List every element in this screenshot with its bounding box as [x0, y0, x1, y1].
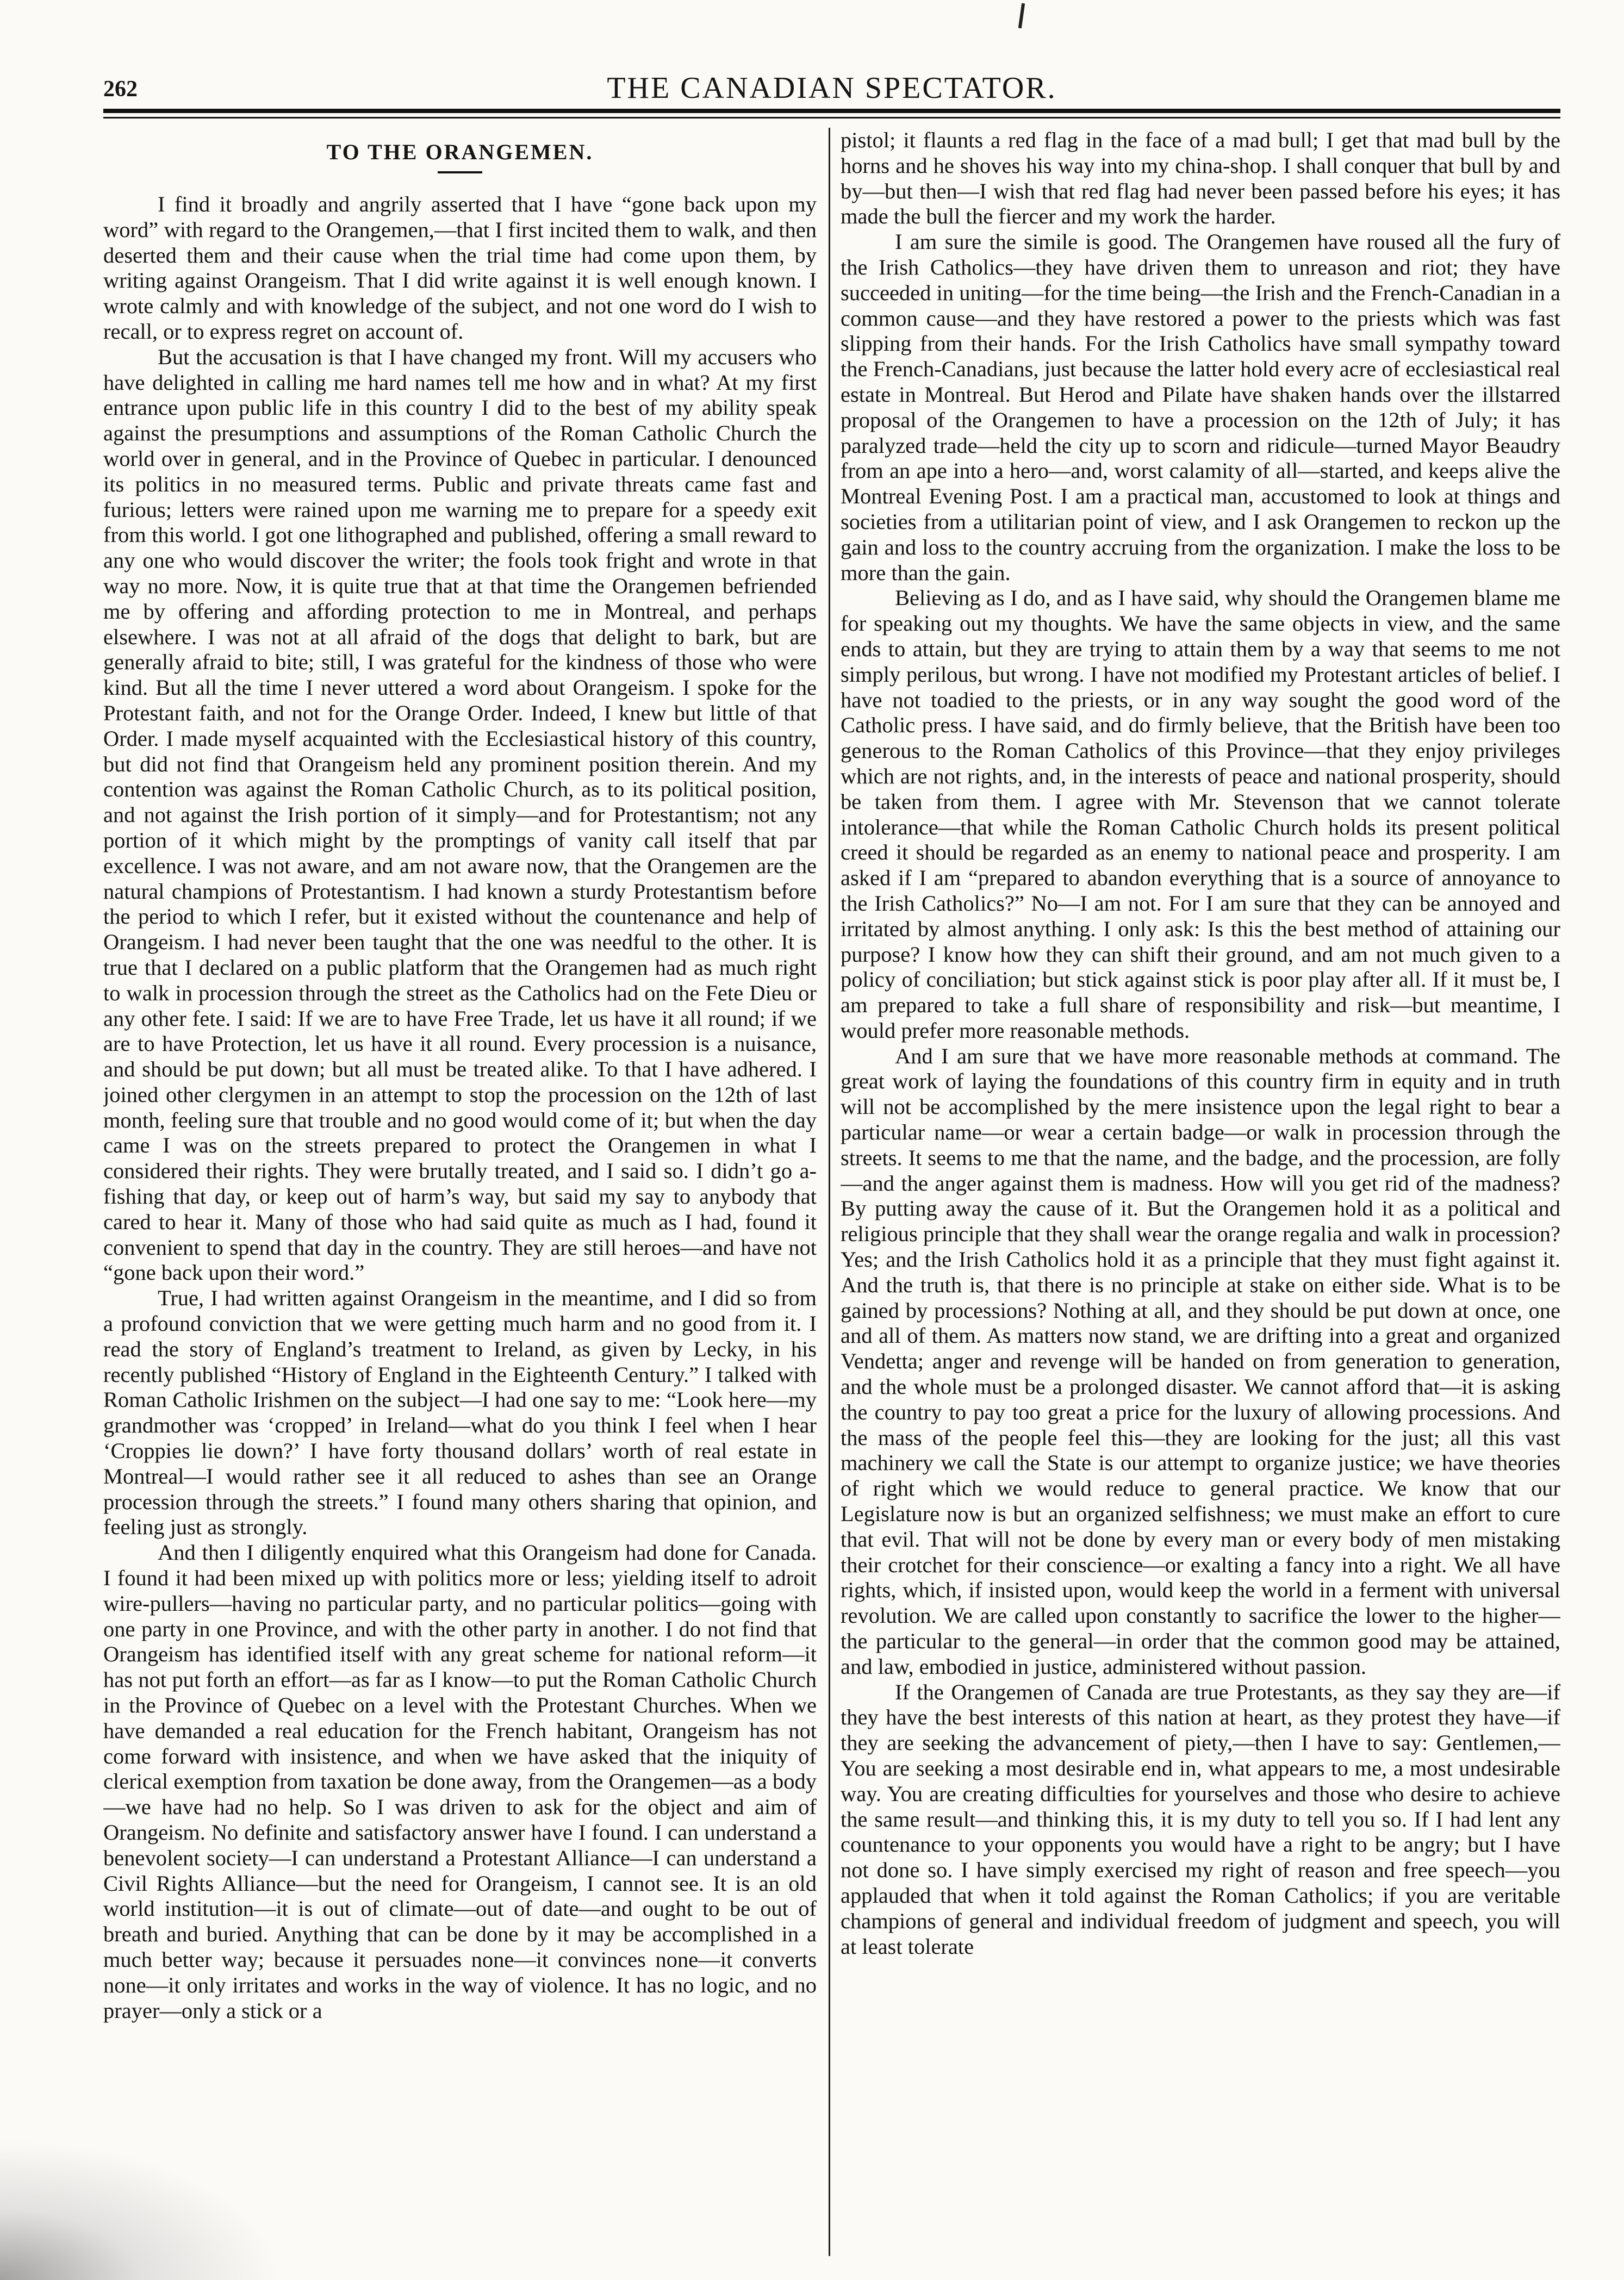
paragraph-continued: pistol; it flaunts a red flag in the face of a mad bull; I get that mad bull by the horns and he shoves his way into my china-shop. I shall conquer that bull by and by—but then—I wish that red flag had never been passed before his eyes; it has made the bull the fiercer and my work the harder. — [841, 128, 1560, 229]
page-number: 262 — [103, 77, 138, 102]
header-rule-thick — [103, 109, 1560, 113]
paragraph: Believing as I do, and as I have said, why should the Orangemen blame me for speaking out my thoughts. We have the same objects in view, and the same ends to attain, but they are trying to attain them by a way that seems to me not simply perilous, but wrong. I have not modified my Protestant articles of belief. I have not toadied to the priests, or in any way sought the good word of the Catholic press. I have said, and do firmly believe, that the British have been too generous to the Roman Catholics of this Province—that they enjoy privileges which are not rights, and, in the interests of peace and national prosperity, should be taken from them. I agree with Mr. Stevenson that we cannot tolerate intolerance—that while the Roman Catholic Church holds its present political creed it should be regarded as an enemy to national peace and prosperity. I am asked if I am “prepared to abandon everything that is a source of annoyance to the Irish Catholics?” No—I am not. For I am sure that they can be annoyed and irritated by almost anything. I only ask: Is this the best method of attaining our purpose? I know how they can shift their ground, and am not much given to a policy of conciliation; but stick against stick is poor play after all. If it must be, I am prepared to take a full share of responsibility and risk—but meantime, I would prefer more reasonable methods. — [841, 585, 1560, 1043]
paragraph: But the accusation is that I have changed my front. Will my accusers who have delighted in calling me hard names tell me how and in what? At my first entrance upon public life in this country I did to the best of my ability speak against the presumptions and assumptions of the Roman Catholic Church the world over in general, and in the Province of Quebec in particular. I denounced its politics in no measured terms. Public and private threats came fast and furious; letters were rained upon me warning me to prepare for a speedy exit from this world. I got one lithographed and published, offering a small reward to any one who would discover the writer; the fools took fright and wrote in that way no more. Now, it is quite true that at that time the Orangemen befriended me by offering and affording protection to me in Montreal, and perhaps elsewhere. I was not at all afraid of the dogs that delight to bark, but are generally afraid to bite; still, I was grateful for the kindness of those who were kind. But all the time I never uttered a word about Orangeism. I spoke for the Protestant faith, and not for the Orange Order. Indeed, I knew but little of that Order. I made myself acquainted with the Ecclesiastical history of this country, but did not find that Orangeism held any prominent position therein. And my contention was against the Roman Catholic Church, as to its political position, and not against the Irish portion of it simply—and for Protestantism; not any portion of it which might by the promptings of vanity call itself that par excellence. I was not aware, and am not aware now, that the Orangemen are the natural champions of Protestantism. I had known a sturdy Protestantism before the period to which I refer, but it existed without the countenance and help of Orangeism. I had never been taught that the one was needful to the other. It is true that I declared on a public platform that the Orangemen had as much right to walk in procession through the street as the Catholics had on the Fete Dieu or any other fete. I said: If we are to have Free Trade, let us have it all round; if we are to have Protection, let us have it all round. Every procession is a nuisance, and should be put down; but all must be treated alike. To that I have adhered. I joined other clergymen in an attempt to stop the procession on the 12th of last month, feeling sure that trouble and no good would come of it; but when the day came I was on the streets prepared to protect the Orangemen in what I considered their rights. They were brutally treated, and I said so. I didn’t go a-fishing that day, or keep out of harm’s way, but said my say to anybody that cared to hear it. Many of those who had said quite as much as I had, found it convenient to spend that day in the country. They are still heroes—and have not “gone back upon their word.” — [103, 344, 817, 1285]
page-header — [103, 71, 1560, 109]
pencil-mark — [1018, 3, 1025, 28]
title-rule — [438, 171, 482, 173]
paragraph: And I am sure that we have more reasonable methods at command. The great work of laying the foundations of this country firm in equity and in truth will not be accomplished by the mere insistence upon the legal right to bear a particular name—or wear a certain badge—or walk in procession through the streets. It seems to me that the name, and the badge, and the procession, are folly—and the anger against them is madness. How will you get rid of the madness? By putting away the cause of it. But the Orangemen hold it as a political and religious principle that they shall wear the orange regalia and walk in procession? Yes; and the Irish Catholics hold it as a principle that they must fight against it. And the truth is, that there is no principle at stake on either side. What is to be gained by processions? Nothing at all, and they should be put down at once, one and all of them. As matters now stand, we are drifting into a great and organized Vendetta; anger and revenge will be handed on from generation to generation, and the whole must be a prolonged disaster. We cannot afford that—it is asking the country to pay too great a price for the luxury of allowing processions. And the mass of the people feel this—they are looking for the just; all this vast machinery we call the State is our attempt to organize justice; we have theories of right which we would reduce to general practice. We know that our Legislature now is but an organized selfishness; we must make an effort to cure that evil. That will not be done by every man or every body of men mistaking their crotchet for their conscience—or exalting a fancy into a right. We all have rights, which, if insisted upon, would keep the world in a ferment with universal revolution. We are called upon constantly to sacrifice the lower to the higher—the particular to the general—in order that the common good may be attained, and law, embodied in justice, administered without passion. — [841, 1043, 1560, 1679]
paragraph: If the Orangemen of Canada are true Protestants, as they say they are—if they have the best interests of this nation at heart, as they protest they have—if they are seeking the advancement of piety,—then I have to say: Gentlemen,—You are seeking a most desirable end in, what appears to me, a most undesirable way. You are creating difficulties for yourselves and those who desire to achieve the same result—and thinking this, it is my duty to tell you so. If I had lent any countenance to your opponents you would have a right to be angry; but I have not done so. I have simply exercised my right of reason and free speech—you applauded that when it told against the Roman Catholics; if you are veritable champions of general and individual freedom of judgment and speech, you will at least tolerate — [841, 1679, 1560, 1959]
header-rule-thin — [103, 117, 1560, 119]
column-divider — [829, 128, 830, 2256]
paragraph: And then I diligently enquired what this Orangeism had done for Canada. I found it had been mixed up with politics more or less; yielding itself to adroit wire-pullers—having no particular party, and no particular politics—going with one party in one Province, and with the other party in another. I do not find that Orangeism has identified itself with any great scheme for national reform—it has not put forth an effort—as far as I know—to put the Roman Catholic Church in the Province of Quebec on a level with the Protestant Churches. When we have demanded a real education for the French habitant, Orangeism has not come forward with insistence, and when we have asked that the iniquity of clerical exemption from taxation be done away, from the Orangemen—as a body—we have had no help. So I was driven to ask for the object and aim of Orangeism. No definite and satisfactory answer have I found. I can understand a benevolent society—I can understand a Protestant Alliance—I can understand a Civil Rights Alliance—but the need for Orangeism, I cannot see. It is an old world institution—it is out of climate—out of date—and ought to be out of breath and buried. Anything that can be done by it may be accomplished in a much better way; because it persuades none—it convinces none—it converts none—it only irritates and works in the way of violence. It has no logic, and no prayer—only a stick or a — [103, 1540, 817, 2023]
left-column — [103, 128, 817, 2256]
right-column — [841, 128, 1560, 2256]
running-title: THE CANADIAN SPECTATOR. — [607, 71, 1057, 105]
paragraph: I am sure the simile is good. The Orangemen have roused all the fury of the Irish Catholics—they have driven them to unreason and riot; they have succeeded in uniting—for the time being—the Irish and the French-Canadian in a common cause—and they have restored a power to the priests which was fast slipping from their hands. For the Irish Catholics have small sympathy toward the French-Canadians, just because the latter hold every acre of ecclesiastical real estate in Montreal. But Herod and Pilate have shaken hands over the illstarred proposal of the Orangemen to have a procession on the 12th of July; it has paralyzed trade—held the city up to scorn and ridicule—turned Mayor Beaudry from an ape into a hero—and, worst calamity of all—started, and keeps alive the Montreal Evening Post. I am a practical man, accustomed to look at things and societies from a utilitarian point of view, and I ask Orangemen to reckon up the gain and loss to the country accruing from the organization. I make the loss to be more than the gain. — [841, 229, 1560, 585]
paragraph: I find it broadly and angrily asserted that I have “gone back upon my word” with regard to the Orangemen,—that I first incited them to walk, and then deserted them and their cause when the trial time had come upon them, by writing against Orangeism. That I did write against it is well enough known. I wrote calmly and with knowledge of the subject, and not one word do I wish to recall, or to express regret on account of. — [103, 192, 817, 344]
paragraph: True, I had written against Orangeism in the meantime, and I did so from a profound conviction that we were getting much harm and no good from it. I read the story of England’s treatment to Ireland, as given by Lecky, in his recently published “History of England in the Eighteenth Century.” I talked with Roman Catholic Irishmen on the subject—I had one say to me: “Look here—my grandmother was ‘cropped’ in Ireland—what do you think I feel when I hear ‘Croppies lie down?’ I have forty thousand dollars’ worth of real estate in Montreal—I would rather see it all reduced to ashes than see an Orange procession through the streets.” I found many others sharing that opinion, and feeling just as strongly. — [103, 1286, 817, 1540]
article-title: TO THE ORANGEMEN. — [326, 140, 594, 164]
